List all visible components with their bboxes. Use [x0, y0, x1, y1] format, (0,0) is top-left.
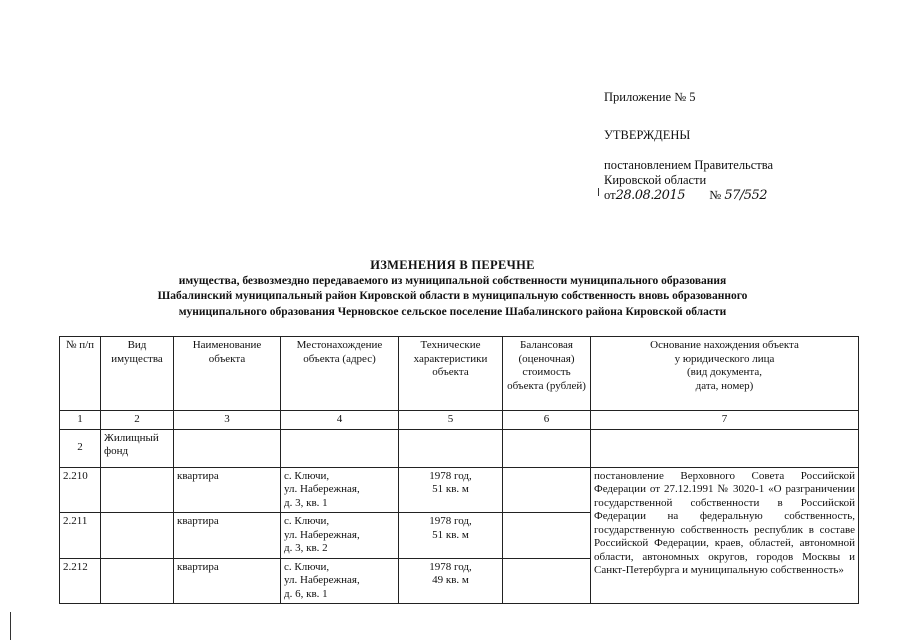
row-number: 2.210 — [60, 467, 101, 513]
row-name: квартира — [174, 513, 281, 559]
decree-line-1: постановлением Правительства — [604, 158, 774, 172]
row-tech — [399, 467, 503, 513]
column-number: 3 — [174, 411, 281, 430]
title-line-1: имущества, безвозмездно передаваемого из муниципальной собственности муниципального образования — [178, 274, 727, 287]
header-basis-line-2: у юридического лица — [674, 352, 775, 365]
group-number: 2 — [60, 429, 101, 467]
row-address — [281, 467, 399, 513]
header-basis-line-3: (вид документа, — [686, 366, 763, 378]
header-basis-line-4: дата, номер) — [695, 379, 754, 392]
row-name: квартира — [174, 558, 281, 604]
row-value — [503, 513, 591, 559]
address-line: д. 3, кв. 1 — [284, 496, 328, 509]
row-type — [101, 513, 174, 559]
tech-area: 49 кв. м — [432, 574, 469, 586]
group-row — [60, 429, 859, 467]
column-number: 1 — [60, 411, 101, 430]
address-line: с. Ключи, — [284, 469, 330, 482]
header-address: Местонахождение объекта (адрес) — [281, 337, 399, 411]
table-cell — [503, 429, 591, 467]
title-main: ИЗМЕНЕНИЯ В ПЕРЕЧНЕ — [370, 258, 535, 272]
row-type — [101, 558, 174, 604]
column-number: 2 — [101, 411, 174, 430]
table-row — [60, 467, 859, 513]
column-number: 5 — [399, 411, 503, 430]
column-number: 7 — [591, 411, 859, 430]
row-type — [101, 467, 174, 513]
header-row — [60, 337, 859, 411]
tech-year: 1978 год, — [429, 469, 472, 482]
table-cell — [174, 429, 281, 467]
address-line: ул. Набережная, — [284, 483, 360, 495]
row-number: 2.212 — [60, 558, 101, 604]
header-type: Вид имущества — [101, 337, 174, 411]
column-number-row — [60, 411, 859, 430]
address-line: ул. Набережная, — [284, 574, 360, 586]
scan-mark — [10, 612, 11, 640]
handwritten-number: 57/552 — [724, 188, 768, 203]
address-line: д. 3, кв. 2 — [284, 542, 328, 554]
address-line: ул. Набережная, — [284, 528, 360, 541]
row-address — [281, 558, 399, 604]
row-address — [281, 513, 399, 559]
row-basis: постановление Верховного Совета Российской Федерации от 27.12.1991 № 3020-1 «О разграничении государственной собственности в Российской Федерации на федеральную собственность, государственную собственность республик в составе Российской Федерации, краев, областей, автономной области, автономных округов, городов Москвы и Санкт-Петербурга и муниципальную собственность» — [591, 467, 859, 604]
table-cell — [399, 429, 503, 467]
row-tech — [399, 558, 503, 604]
row-number: 2.211 — [60, 513, 101, 559]
row-value — [503, 558, 591, 604]
appendix-number: Приложение № 5 — [604, 90, 696, 104]
table-cell — [591, 429, 859, 467]
decree-line-2: Кировской области — [604, 173, 707, 187]
header-basis-line-1: Основание нахождения объекта — [650, 339, 799, 351]
row-name: квартира — [174, 467, 281, 513]
row-value — [503, 467, 591, 513]
title-line-3: муниципального образования Черновское сельское поселение Шабалинского района Кировской области — [178, 305, 727, 318]
address-line: с. Ключи, — [284, 560, 330, 573]
address-line: д. 6, кв. 1 — [284, 587, 328, 600]
approved-label — [604, 128, 690, 143]
address-line: с. Ключи, — [284, 515, 330, 527]
group-type: Жилищный фонд — [101, 429, 174, 467]
column-number: 4 — [281, 411, 399, 430]
document-title — [0, 258, 905, 320]
row-tech — [399, 513, 503, 559]
property-table — [59, 336, 859, 604]
tech-area: 51 кв. м — [432, 528, 469, 541]
header-tech: Технические характеристики объекта — [399, 337, 503, 411]
tech-area: 51 кв. м — [432, 483, 469, 495]
header-value: Балансовая (оценочная) стоимость объекта (рублей) — [503, 337, 591, 411]
tech-year: 1978 год, — [429, 515, 472, 527]
header-num: № п/п — [60, 337, 101, 411]
decree-block — [604, 158, 773, 203]
handwritten-date: 28.08.2015 — [615, 188, 685, 203]
header-basis — [591, 337, 859, 411]
column-number: 6 — [503, 411, 591, 430]
decree-date-line — [604, 188, 773, 203]
scan-mark — [598, 188, 599, 196]
table-cell — [281, 429, 399, 467]
appendix-label — [604, 90, 696, 105]
tech-year: 1978 год, — [429, 560, 472, 573]
date-prefix: от — [604, 188, 616, 202]
header-name: Наименование объекта — [174, 337, 281, 411]
approved-text: УТВЕРЖДЕНЫ — [604, 128, 691, 142]
number-prefix: № — [709, 188, 722, 202]
title-line-2: Шабалинский муниципальный район Кировской области в муниципальную собственность вновь образованного — [157, 290, 748, 302]
